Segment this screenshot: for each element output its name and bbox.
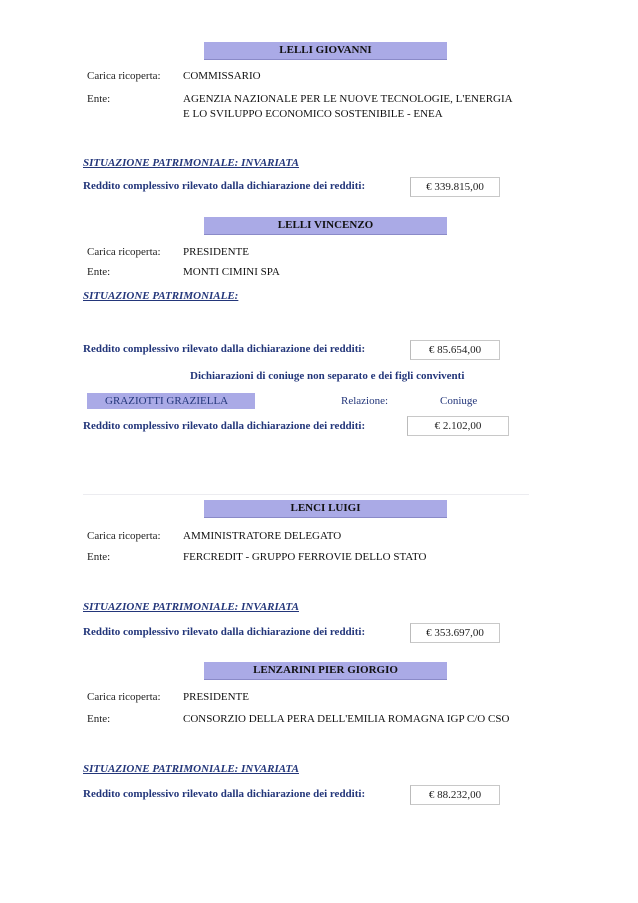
reddito-amount: € 339.815,00 xyxy=(410,177,500,197)
ente-value-line2: E LO SVILUPPO ECONOMICO SOSTENIBILE - ENEA xyxy=(183,108,443,120)
ente-label: Ente: xyxy=(87,93,111,105)
person-name-header: LELLI VINCENZO xyxy=(204,217,447,235)
family-declarations-title: Dichiarazioni di coniuge non separato e dei figli conviventi xyxy=(190,370,465,382)
relazione-label: Relazione: xyxy=(341,395,389,407)
reddito-label: Reddito complessivo rilevato dalla dichiarazione dei redditi: xyxy=(83,626,366,638)
situazione-patrimoniale: SITUAZIONE PATRIMONIALE: xyxy=(83,290,239,302)
carica-value: PRESIDENTE xyxy=(183,691,249,703)
ente-value-line1: AGENZIA NAZIONALE PER LE NUOVE TECNOLOGIE, L'ENERGIA xyxy=(183,93,513,105)
reddito-amount: € 2.102,00 xyxy=(407,416,509,436)
carica-label: Carica ricoperta: xyxy=(87,691,161,703)
reddito-amount: € 353.697,00 xyxy=(410,623,500,643)
reddito-label: Reddito complessivo rilevato dalla dichiarazione dei redditi: xyxy=(83,420,366,432)
carica-value: PRESIDENTE xyxy=(183,246,249,258)
situazione-patrimoniale: SITUAZIONE PATRIMONIALE: INVARIATA xyxy=(83,157,299,169)
reddito-label: Reddito complessivo rilevato dalla dichiarazione dei redditi: xyxy=(83,180,366,192)
ente-label: Ente: xyxy=(87,266,111,278)
ente-value-line1: MONTI CIMINI SPA xyxy=(183,266,280,278)
person-name-header: LELLI GIOVANNI xyxy=(204,42,447,60)
carica-label: Carica ricoperta: xyxy=(87,530,161,542)
ente-value-line1: FERCREDIT - GRUPPO FERROVIE DELLO STATO xyxy=(183,551,427,563)
carica-label: Carica ricoperta: xyxy=(87,70,161,82)
ente-value-line1: CONSORZIO DELLA PERA DELL'EMILIA ROMAGNA IGP C/O CSO xyxy=(183,713,510,725)
carica-label: Carica ricoperta: xyxy=(87,246,161,258)
carica-value: AMMINISTRATORE DELEGATO xyxy=(183,530,342,542)
reddito-label: Reddito complessivo rilevato dalla dichiarazione dei redditi: xyxy=(83,788,366,800)
family-member-name: GRAZIOTTI GRAZIELLA xyxy=(87,393,255,409)
reddito-amount: € 88.232,00 xyxy=(410,785,500,805)
ente-label: Ente: xyxy=(87,551,111,563)
relazione-value: Coniuge xyxy=(440,395,478,407)
person-name-header: LENCI LUIGI xyxy=(204,500,447,518)
carica-value: COMMISSARIO xyxy=(183,70,261,82)
page-divider xyxy=(83,494,529,495)
reddito-amount: € 85.654,00 xyxy=(410,340,500,360)
situazione-patrimoniale: SITUAZIONE PATRIMONIALE: INVARIATA xyxy=(83,763,299,775)
situazione-patrimoniale: SITUAZIONE PATRIMONIALE: INVARIATA xyxy=(83,601,299,613)
person-name-header: LENZARINI PIER GIORGIO xyxy=(204,662,447,680)
reddito-label: Reddito complessivo rilevato dalla dichiarazione dei redditi: xyxy=(83,343,366,355)
ente-label: Ente: xyxy=(87,713,111,725)
